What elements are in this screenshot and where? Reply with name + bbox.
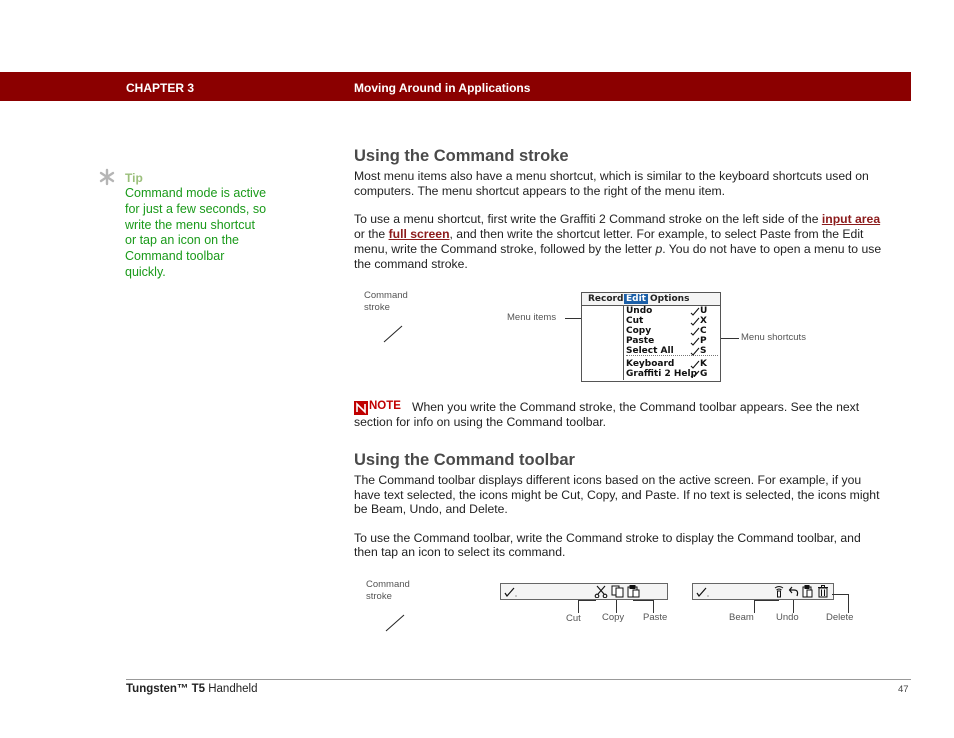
paragraph-line: [354, 212, 880, 227]
leader-line: [633, 600, 654, 601]
menu-item: Paste: [626, 336, 655, 346]
footer-rule: [126, 679, 911, 680]
leader-line: [754, 600, 755, 613]
footer-suffix: Handheld: [208, 683, 258, 695]
menu-shortcut-key: X: [700, 316, 707, 326]
cut-label: Cut: [566, 613, 581, 624]
copy-label: Copy: [602, 612, 625, 623]
paragraph-text: or the: [354, 227, 389, 241]
menu-shortcut-key: P: [700, 336, 707, 346]
undo-icon: [788, 585, 800, 598]
paragraph-line: computers. The menu shortcut appears to the right of the menu item.: [354, 184, 726, 198]
copy-icon: [611, 585, 625, 598]
full-screen-link[interactable]: full screen: [388, 227, 450, 241]
footer-model: T5: [191, 683, 206, 695]
tip-text-line: Command toolbar: [125, 249, 225, 263]
menu-shortcut-key: C: [700, 326, 707, 336]
menu-shortcuts-label: Menu shortcuts: [741, 332, 806, 343]
paragraph-line: [354, 227, 863, 242]
command-stroke-glyph-icon: [696, 586, 710, 598]
menu-edit: Edit: [626, 294, 646, 304]
chapter-number: CHAPTER 3: [126, 81, 195, 95]
footer-brand: Tungsten™: [126, 683, 189, 695]
paragraph-text: To use a menu shortcut, first write the Graffiti 2 Command stroke on the left side of the: [354, 212, 822, 226]
menu-item: Copy: [626, 326, 652, 336]
command-stroke-icon: [382, 324, 404, 344]
menu-shortcut-key: K: [700, 359, 707, 369]
menu-items-label: Menu items: [507, 312, 557, 323]
tip-text-line: for just a few seconds, so: [125, 202, 267, 216]
note-text-line: section for info on using the Command toolbar.: [354, 415, 607, 429]
tip-text-line: write the menu shortcut: [125, 218, 255, 232]
asterisk-icon: [98, 168, 116, 186]
paste-icon: [627, 585, 641, 598]
command-toolbar-no-selection: [692, 583, 834, 600]
command-stroke-label: Command: [366, 579, 410, 590]
emphasis-letter: p: [655, 242, 663, 256]
tip-text-line: Command mode is active: [125, 186, 267, 200]
tip-text-line: quickly.: [125, 265, 166, 279]
section-heading-command-toolbar: Using the Command toolbar: [354, 451, 575, 469]
command-toolbar-text-selected: [500, 583, 668, 600]
paragraph-line: have text selected, the icons might be Cut, Copy, and Paste. If no text is selected, the icons might: [354, 488, 880, 502]
leader-line: [832, 594, 849, 595]
input-area-link[interactable]: input area: [821, 212, 881, 226]
menu-shortcut-key: G: [700, 369, 708, 379]
menu-record: Record: [588, 294, 624, 304]
chapter-title: Moving Around in Applications: [354, 81, 531, 95]
paste-label: Paste: [643, 612, 668, 623]
paragraph-line: then tap an icon to select its command.: [354, 545, 566, 559]
leader-line: [754, 600, 779, 601]
paragraph-text: , and then write the shortcut letter. For example, to select Paste from the Edit: [449, 227, 864, 241]
command-stroke-label: stroke: [366, 591, 392, 602]
stroke-glyph-icons: [690, 307, 700, 377]
command-stroke-glyph-icon: [504, 586, 518, 598]
menu-item: Graffiti 2 Help: [626, 369, 698, 379]
leader-line: [578, 600, 579, 613]
paragraph-text: . You do not have to open a menu to use: [662, 242, 882, 256]
paragraph-text: menu, write the Command stroke, followed by the letter: [354, 242, 656, 256]
paste-icon: [802, 585, 814, 598]
section-heading-command-stroke: Using the Command stroke: [354, 147, 569, 165]
command-stroke-label: stroke: [364, 302, 390, 313]
leader-line: [578, 600, 596, 601]
menu-shortcut-key: S: [700, 346, 707, 356]
paragraph-line: Most menu items also have a menu shortcut, which is similar to the keyboard shortcuts used on: [354, 169, 869, 183]
note-label: NOTE: [369, 400, 401, 412]
paragraph-line: the command stroke.: [354, 257, 468, 271]
page-number: 47: [898, 684, 909, 695]
command-stroke-label: Command: [364, 290, 408, 301]
beam-icon: [773, 585, 785, 598]
footer-product: [126, 683, 257, 695]
menu-item: Cut: [626, 316, 644, 326]
tip-label: Tip: [125, 171, 143, 185]
leader-line: [848, 594, 849, 613]
menu-item: Undo: [626, 306, 653, 316]
menu-bar: [582, 293, 720, 306]
note-text-line: When you write the Command stroke, the Command toolbar appears. See the next: [412, 400, 860, 414]
delete-label: Delete: [826, 612, 854, 623]
paragraph-line: be Beam, Undo, and Delete.: [354, 502, 508, 516]
beam-label: Beam: [729, 612, 754, 623]
paragraph-line: To use the Command toolbar, write the Command stroke to display the Command toolbar, and: [354, 531, 861, 545]
note-flag-icon: [354, 401, 368, 415]
undo-label: Undo: [776, 612, 799, 623]
palm-menu-screenshot: [581, 292, 721, 382]
menu-item: Keyboard: [626, 359, 675, 369]
trash-icon: [817, 585, 829, 598]
paragraph-line: [354, 242, 881, 257]
tip-text-line: or tap an icon on the: [125, 233, 239, 247]
paragraph-line: The Command toolbar displays different icons based on the active screen. For example, if you: [354, 473, 862, 487]
leader-line: [719, 338, 739, 339]
scissors-icon: [594, 585, 608, 598]
menu-item: Select All: [626, 346, 674, 356]
command-stroke-icon: [384, 613, 406, 633]
menu-options: Options: [650, 294, 690, 304]
menu-shortcut-key: U: [700, 306, 708, 316]
